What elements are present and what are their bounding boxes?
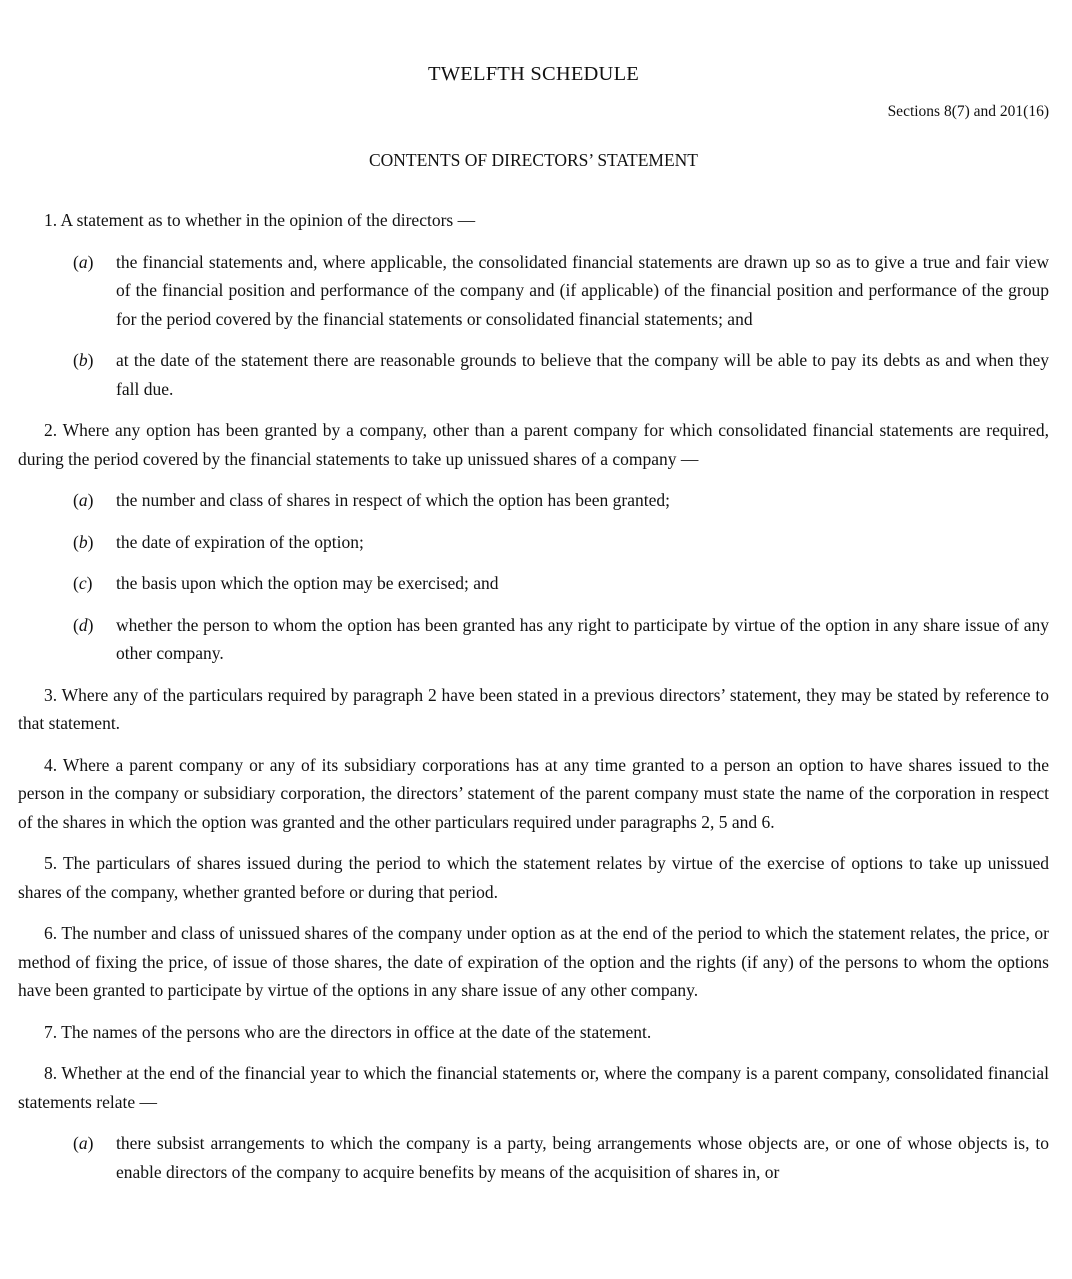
- item-label: (d): [73, 614, 94, 635]
- item-text: the financial statements and, where applicable, the consolidated financial statements are drawn up so as to give a true and fair view of the financial position and performance of the company and (if applicable) of the financial position and performance of the group for the period covered by the financial statements or consolidated financial statements; and: [116, 251, 1049, 329]
- schedule-subtitle: CONTENTS OF DIRECTORS’ STATEMENT: [368, 150, 698, 170]
- schedule-title: TWELFTH SCHEDULE: [427, 63, 640, 85]
- item-label: (b): [73, 350, 94, 370]
- paragraph-2-item-a: [18, 486, 1049, 515]
- paragraph-5: 5. The particulars of shares issued during the period to which the statement relates by virtue of the exercise of options to take up unissued shares of the company, whether granted before or during that period.: [18, 853, 1049, 902]
- paragraph-1-item-a: [18, 248, 1049, 334]
- paragraph-2-item-c: [18, 569, 1049, 598]
- paragraph-4: 4. Where a parent company or any of its subsidiary corporations has at any time granted to a person an option to have shares issued to the person in the company or subsidiary corporation, the directors’ statement of the parent company must state the name of the corporation in respect of the shares in which the option was granted and the other particulars required under paragraphs 2, 5 and 6.: [18, 754, 1049, 832]
- paragraph-8: 8. Whether at the end of the financial year to which the financial statements or, where the company is a parent company, consolidated financial statements relate —: [18, 1063, 1049, 1112]
- item-text: the basis upon which the option may be exercised; and: [116, 573, 499, 593]
- paragraph-2-item-d: [18, 611, 1049, 668]
- paragraph-2: 2. Where any option has been granted by a company, other than a parent company for which consolidated financial statements are required, during the period covered by the financial statements to take up unissued shares of a company —: [18, 420, 1049, 469]
- paragraph-3: 3. Where any of the particulars required by paragraph 2 have been stated in a previous directors’ statement, they may be stated by reference to that statement.: [18, 684, 1049, 733]
- item-text: whether the person to whom the option has been granted has any right to participate by virtue of the option in any share issue of any other company.: [116, 614, 1049, 663]
- paragraph-1-item-b: [18, 346, 1049, 403]
- section-reference: Sections 8(7) and 201(16): [887, 103, 1049, 120]
- item-label: (c): [73, 573, 93, 593]
- paragraph-2-item-b: [18, 528, 1049, 557]
- item-text: there subsist arrangements to which the company is a party, being arrangements whose objects are, or one of whose objects is, to enable directors of the company to acquire benefits by means of the acquisition of shares in, or: [116, 1133, 1049, 1182]
- item-label: (a): [73, 251, 94, 272]
- item-label: (a): [73, 1133, 94, 1153]
- item-text: at the date of the statement there are reasonable grounds to believe that the company will be able to pay its debts as and when they fall due.: [116, 350, 1049, 399]
- item-text: the date of expiration of the option;: [116, 531, 364, 552]
- item-label: (b): [73, 531, 94, 552]
- paragraph-7: 7. The names of the persons who are the directors in office at the date of the statement.: [44, 1021, 652, 1042]
- item-text: the number and class of shares in respect of which the option has been granted;: [116, 490, 670, 510]
- item-label: (a): [73, 490, 94, 510]
- paragraph-1: 1. A statement as to whether in the opinion of the directors —: [44, 210, 476, 230]
- paragraph-6: 6. The number and class of unissued shares of the company under option as at the end of the period to which the statement relates, the price, or method of fixing the price, of issue of those shares, the date of expiration of the option and the rights (if any) of the persons to whom the options have been granted to participate by virtue of the options in any share issue of any other company.: [18, 923, 1049, 1000]
- paragraph-8-item-a: [18, 1129, 1049, 1186]
